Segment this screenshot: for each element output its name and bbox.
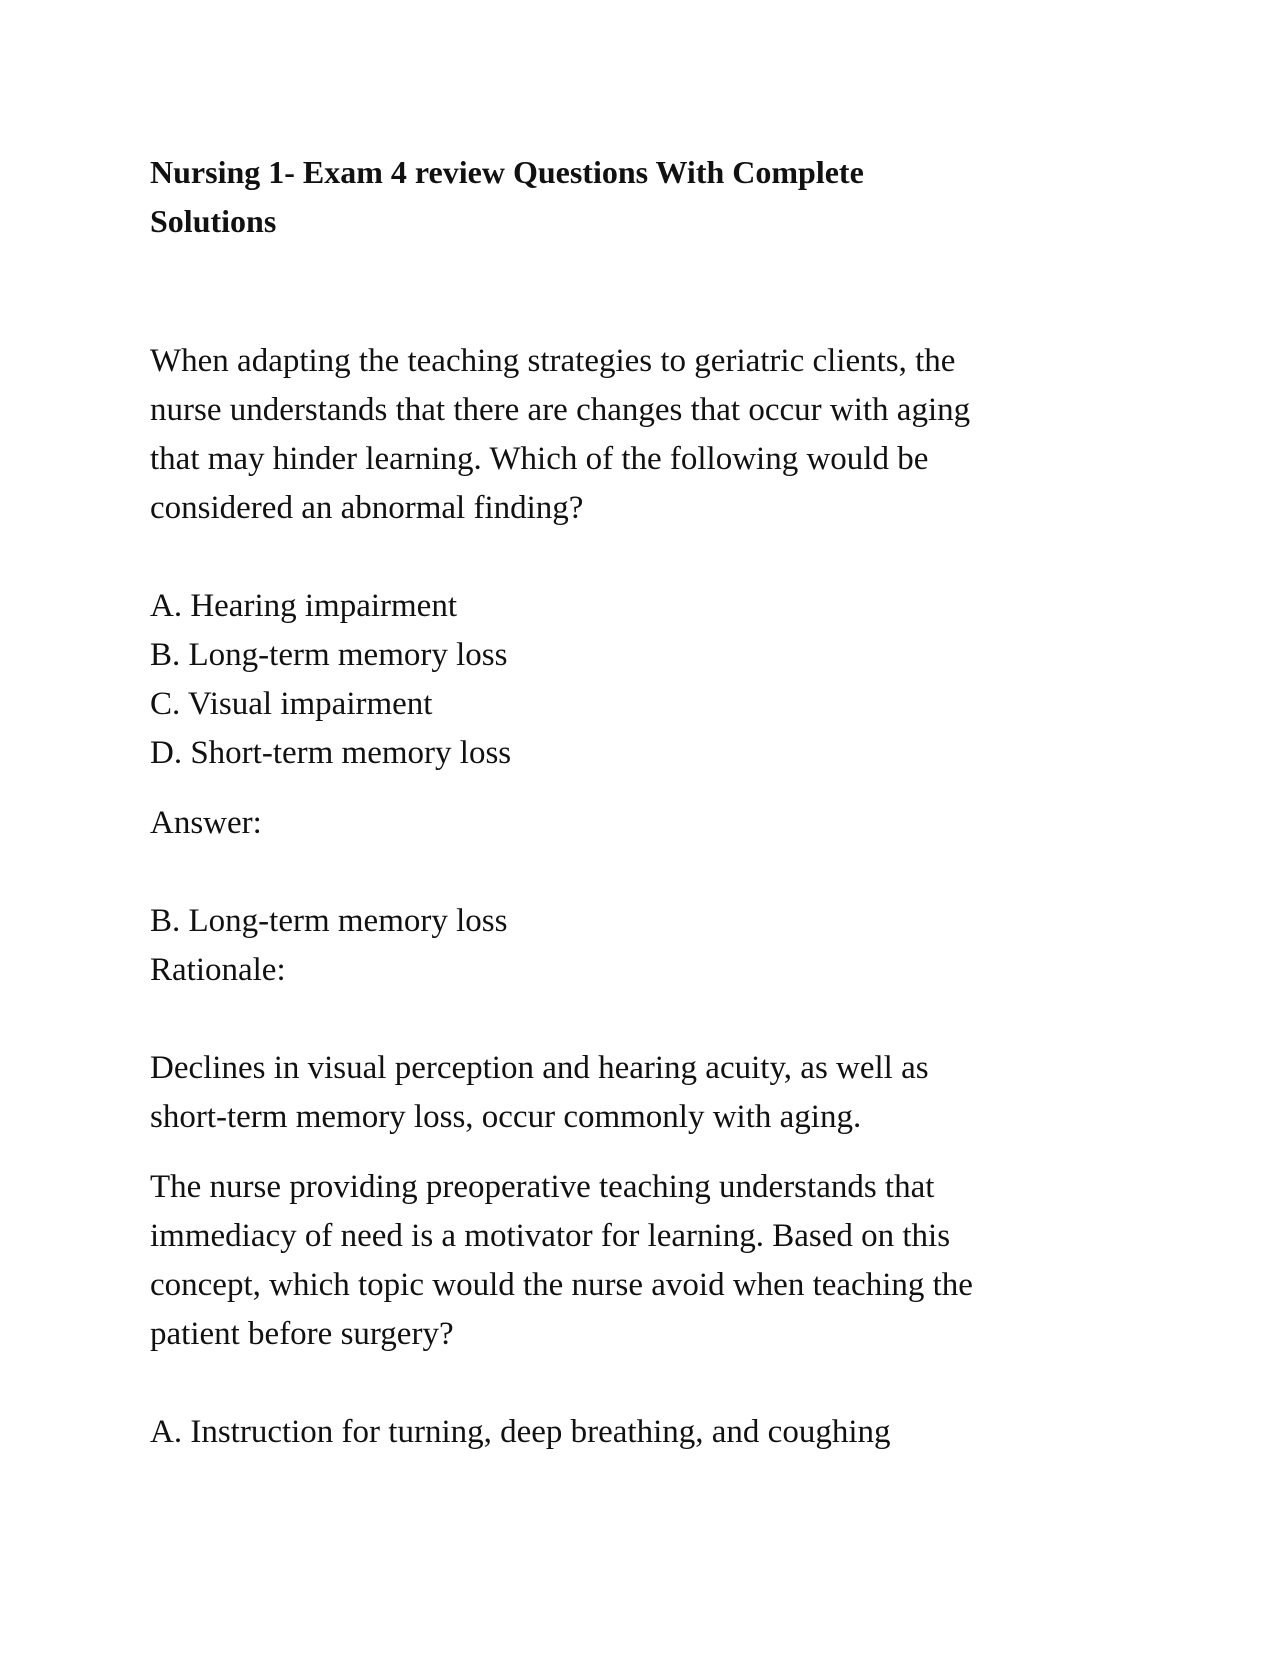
question-2-option-a: A. Instruction for turning, deep breathing, and coughing	[150, 1414, 891, 1450]
question-1-answer: B. Long-term memory loss	[150, 903, 508, 939]
question-1-stem-line-4: considered an abnormal finding?	[150, 490, 584, 526]
question-2-stem-line-4: patient before surgery?	[150, 1316, 454, 1352]
document-title-line-2: Solutions	[150, 203, 277, 239]
question-1-option-a: A. Hearing impairment	[150, 588, 457, 624]
question-1-rationale-line-1: Declines in visual perception and hearing acuity, as well as	[150, 1050, 929, 1086]
question-2-stem-line-1: The nurse providing preoperative teaching understands that	[150, 1169, 935, 1205]
question-1-stem-line-1: When adapting the teaching strategies to geriatric clients, the	[150, 343, 956, 379]
question-1-answer-label: Answer:	[150, 805, 262, 841]
question-1-rationale-label: Rationale:	[150, 952, 286, 988]
question-1-stem-line-3: that may hinder learning. Which of the following would be	[150, 441, 929, 477]
question-1-option-c: C. Visual impairment	[150, 686, 433, 722]
question-1-rationale-line-2: short-term memory loss, occur commonly with aging.	[150, 1099, 862, 1135]
question-1-option-b: B. Long-term memory loss	[150, 637, 508, 673]
document-title-line-1: Nursing 1- Exam 4 review Questions With Complete	[150, 154, 864, 190]
question-1-stem-line-2: nurse understands that there are changes that occur with aging	[150, 392, 971, 428]
question-2-stem-line-2: immediacy of need is a motivator for learning. Based on this	[150, 1218, 951, 1254]
question-2-stem-line-3: concept, which topic would the nurse avoid when teaching the	[150, 1267, 973, 1303]
question-1-option-d: D. Short-term memory loss	[150, 735, 512, 771]
